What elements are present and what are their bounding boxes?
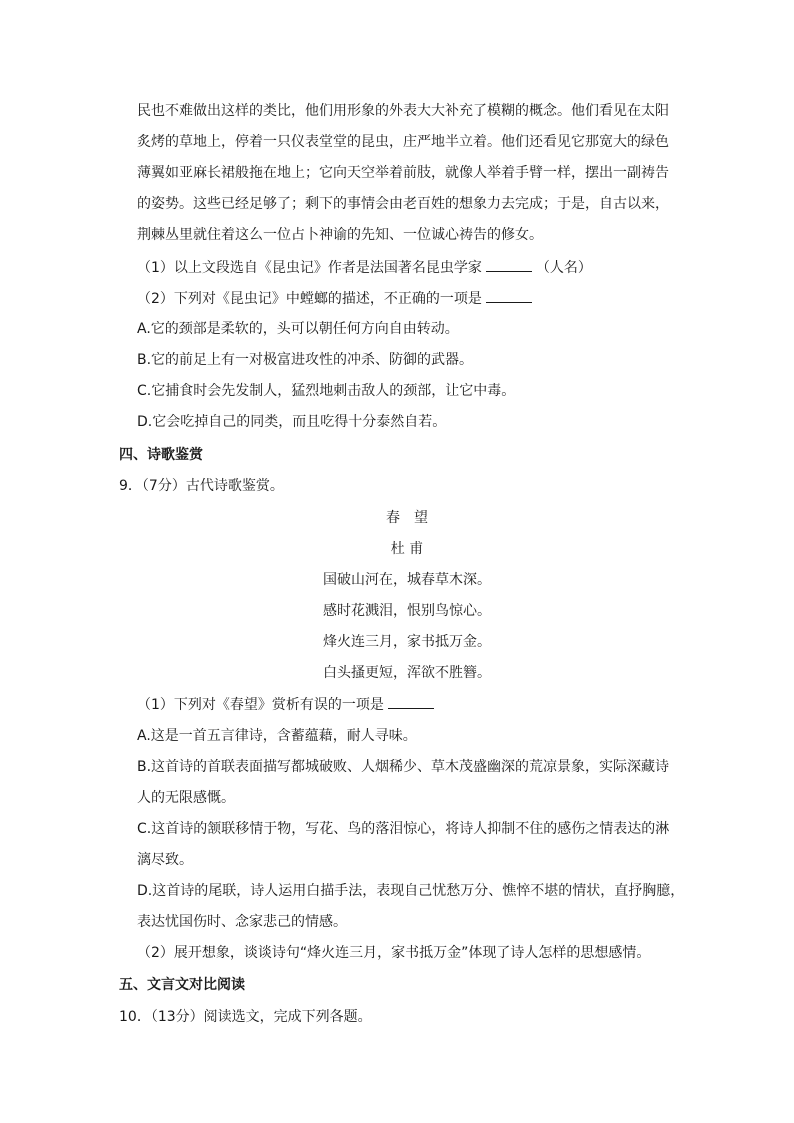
q8-sub2-text: （2）下列对《昆虫记》中螳螂的描述，不正确的一项是: [137, 291, 482, 307]
q8-sub1-suffix: （人名）: [535, 260, 592, 276]
q8-sub1-text: （1）以上文段选自《昆虫记》作者是法国著名昆虫学家: [137, 260, 482, 276]
section-heading-poetry: 四、诗歌鉴赏: [119, 447, 203, 463]
passage-line-3: 薄翼如亚麻长裙般拖在地上；它向天空举着前肢，就像人举着手臂一样，摆出一副祷告: [137, 165, 669, 181]
passage-line-1: 民也不难做出这样的类比，他们用形象的外表大大补充了模糊的概念。他们看见在太阳: [137, 103, 669, 119]
q9-sub2: （2）展开想象，谈谈诗句“烽火连三月，家书抵万金”体现了诗人怎样的思想感情。: [137, 945, 651, 961]
q9-sub1-text: （1）下列对《春望》赏析有误的一项是: [137, 697, 384, 713]
q9-option-c-line-1: C.这首诗的颔联移情于物，写花、鸟的落泪惊心，将诗人抑制不住的感伤之情表达的淋: [137, 821, 670, 837]
passage-line-5: 荆棘丛里就住着这么一位占卜神谕的先知、一位诚心祷告的修女。: [137, 227, 543, 243]
q9-sub1: [137, 694, 438, 714]
poem-author: 杜 甫: [390, 541, 424, 557]
q9-option-a: A.这是一首五言律诗，含蓄蕴藉，耐人寻味。: [137, 728, 417, 744]
q8-option-d: D.它会吃掉自己的同类，而且吃得十分泰然自若。: [137, 414, 447, 430]
q10-stem: 10．（13分）阅读选文，完成下列各题。: [119, 1009, 372, 1025]
q8-sub1: [137, 257, 592, 277]
q9-option-c-line-2: 漓尽致。: [137, 852, 193, 868]
q9-option-b-line-2: 人的无限感慨。: [137, 790, 235, 806]
q9-option-d-line-1: D.这首诗的尾联，诗人运用白描手法，表现自己忧愁万分、憔悴不堪的情状，直抒胸臆，: [137, 883, 685, 899]
section-heading-classical: 五、文言文对比阅读: [119, 977, 245, 993]
passage-line-2: 炙烤的草地上，停着一只仪表堂堂的昆虫，庄严地半立着。他们还看见它那宽大的绿色: [137, 134, 669, 150]
poem-line-3: 烽火连三月，家书抵万金。: [323, 634, 491, 650]
q9-option-b-line-1: B.这首诗的首联表面描写都城破败、人烟稀少、草木茂盛幽深的荒凉景象，实际深藏诗: [137, 759, 670, 775]
q8-option-a: A.它的颈部是柔软的，头可以朝任何方向自由转动。: [137, 321, 459, 337]
q8-option-c: C.它捕食时会先发制人，猛烈地刺击敌人的颈部，让它中毒。: [137, 383, 516, 399]
poem-line-4: 白头搔更短，浑欲不胜簪。: [323, 665, 491, 681]
answer-blank[interactable]: [388, 694, 434, 709]
q8-sub2: [137, 288, 536, 308]
poem-line-2: 感时花溅泪，恨别鸟惊心。: [323, 603, 491, 619]
answer-blank[interactable]: [486, 257, 532, 272]
answer-blank[interactable]: [486, 288, 532, 303]
poem-title: 春 望: [386, 510, 428, 526]
q9-stem: 9．（7分）古代诗歌鉴赏。: [119, 478, 284, 494]
passage-line-4: 的姿势。这些已经足够了；剩下的事情会由老百姓的想象力去完成；于是，自古以来，: [137, 196, 669, 212]
q9-option-d-line-2: 表达忧国伤时、念家悲己的情感。: [137, 914, 347, 930]
poem-line-1: 国破山河在，城春草木深。: [323, 572, 491, 588]
q8-option-b: B.它的前足上有一对极富进攻性的冲杀、防御的武器。: [137, 352, 474, 368]
